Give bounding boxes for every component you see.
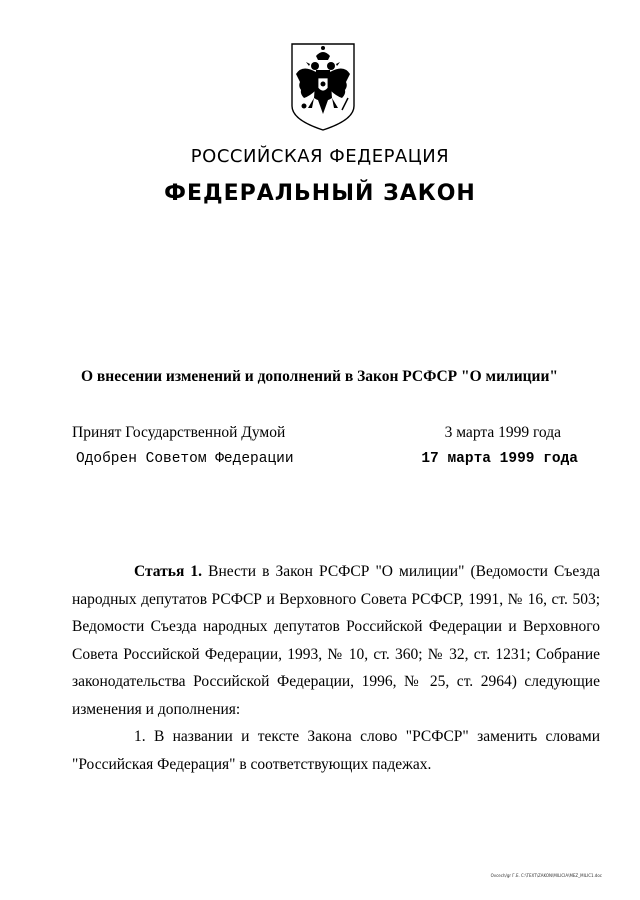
duma-adoption-label: Принят Государственной Думой	[72, 424, 286, 441]
article-label: Статья 1.	[134, 563, 203, 580]
article-1-text: Внести в Закон РСФСР "О милиции" (Ведомости Съезда народных депутатов РСФСР и Верховного Совета РСФСР, 1991, № 16, ст. 503; Ведомости Съезда народных депутатов Российской Федерации и Верховного Совета Российской Федерации, 1993, № 10, ст. 360; № 32, ст. 1231; Собрание законодательства Российской Федерации, 1996, № 25, ст. 2964) следующие изменения и дополнения:	[72, 563, 601, 718]
coat-of-arms-icon	[288, 42, 358, 132]
file-path-footer: Ovcech/gr Г.Е. C:\TEXT\ZAKON\MILICIA\MEZ_MILIC1.doc	[490, 873, 602, 878]
law-title: О внесении изменений и дополнений в Закон РСФСР "О милиции"	[81, 368, 559, 385]
document-type: ФЕДЕРАЛЬНЫЙ ЗАКОН	[164, 181, 476, 206]
article-1-paragraph	[72, 558, 600, 723]
council-approval-date: 17 марта 1999 года	[421, 451, 578, 467]
country-name: РОССИЙСКАЯ ФЕДЕРАЦИЯ	[190, 146, 450, 167]
council-approval-label: Одобрен Советом Федерации	[76, 451, 294, 467]
article-1-item-1: 1. В названии и тексте Закона слово "РСФСР" заменить словами "Российская Федерация" в соответствующих падежах.	[72, 728, 600, 773]
article-1	[72, 558, 600, 778]
duma-adoption-date: 3 марта 1999 года	[444, 424, 561, 441]
